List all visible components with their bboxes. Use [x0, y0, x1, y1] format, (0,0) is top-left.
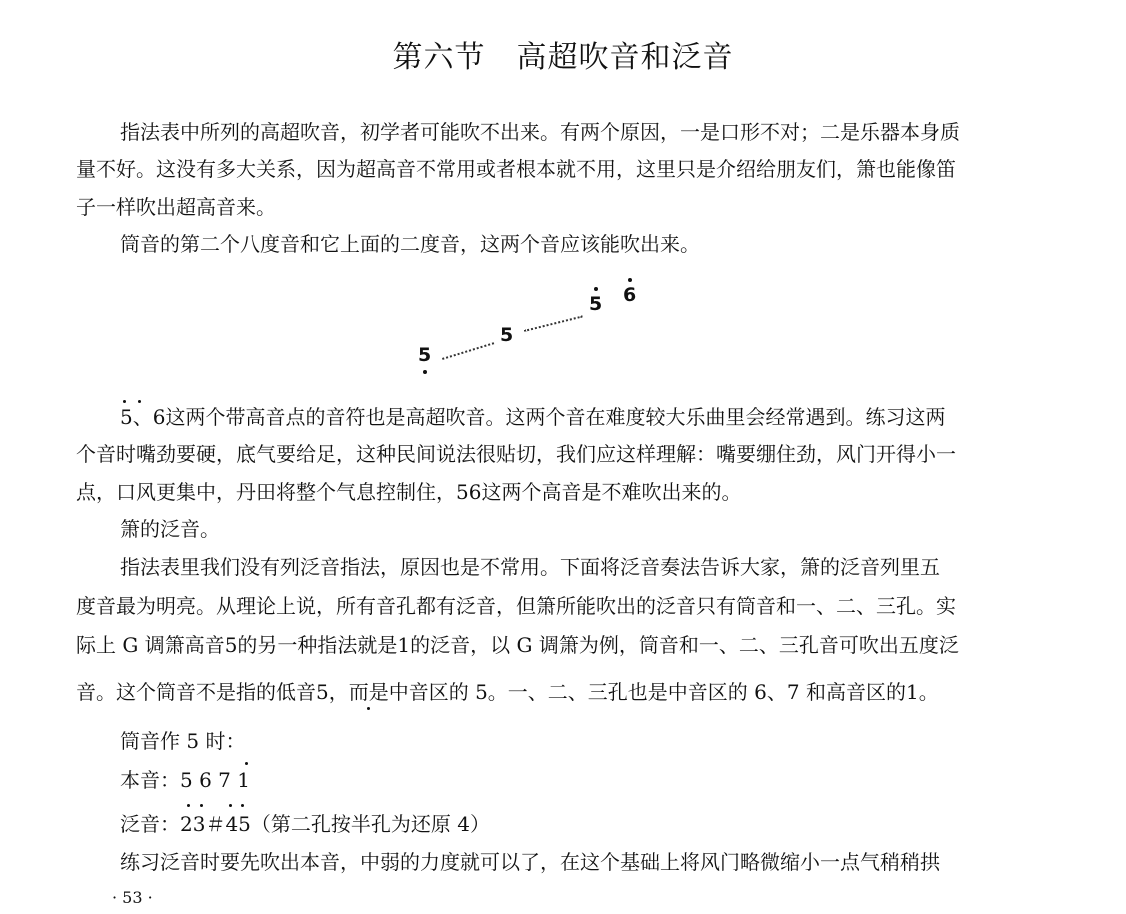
high-dot-mark	[187, 804, 190, 807]
dotted-connector-2	[524, 315, 583, 331]
high-dot-mark	[241, 804, 244, 807]
page-number: · 53 ·	[112, 888, 153, 907]
dotted-connector-1	[442, 342, 494, 360]
para3-line1: 5、6这两个带高音点的音符也是高超吹音。这两个音在难度较大乐曲里会经常遇到。练习这两	[120, 405, 946, 429]
last-line: 练习泛音时要先吹出本音，中弱的力度就可以了，在这个基础上将风门略微缩小一点气稍稍拱	[120, 850, 940, 874]
para3-line3: 点，口风更集中，丹田将整个气息控制住，56这两个高音是不难吹出来的。	[76, 480, 742, 504]
ben-label: 本音：5 6 7 1	[120, 768, 250, 792]
para2-text: 筒音的第二个八度音和它上面的二度音，这两个音应该能吹出来。	[120, 232, 700, 256]
para1-line2: 量不好。这没有多大关系，因为超高音不常用或者根本就不用，这里只是介绍给朋友们，箫也能像笛	[76, 157, 956, 181]
tong-label: 筒音作 5 时：	[120, 729, 246, 753]
para1-line3: 子一样吹出超高音来。	[76, 195, 276, 219]
para1-line1: 指法表中所列的高超吹音，初学者可能吹不出来。有两个原因，一是口形不对；二是乐器本身质	[120, 120, 960, 144]
note-high-6: 6	[623, 284, 637, 306]
section-title: 第六节 高超吹音和泛音	[392, 40, 734, 75]
high-dot-mark	[200, 804, 203, 807]
high-dot-mark	[138, 400, 141, 403]
para4-text: 箫的泛音。	[120, 517, 220, 541]
high-dot-mark	[229, 804, 232, 807]
note-high-5: 5	[589, 293, 603, 315]
low-octave-dot	[423, 370, 427, 374]
low-dot-mark	[367, 707, 370, 710]
high-dot-mark	[123, 400, 126, 403]
high-octave-dot-5	[594, 287, 598, 291]
high-dot-mark	[245, 762, 248, 765]
para5-line2: 度音最为明亮。从理论上说，所有音孔都有泛音，但箫所能吹出的泛音只有筒音和一、二、三孔。实	[76, 594, 956, 618]
para5-line1: 指法表里我们没有列泛音指法，原因也是不常用。下面将泛音奏法告诉大家，箫的泛音列里五	[120, 555, 940, 579]
para5-line4: 音。这个筒音不是指的低音5，而是中音区的 5。一、二、三孔也是中音区的 6、7 和高音区的1。	[76, 680, 939, 704]
note-low-5: 5	[418, 344, 432, 366]
para3-line2: 个音时嘴劲要硬，底气要给足，这种民间说法很贴切，我们应这样理解：嘴要绷住劲，风门开得小一	[76, 442, 956, 466]
para5-line3: 际上 G 调箫高音5的另一种指法就是1的泛音，以 G 调箫为例，筒音和一、二、三孔音可吹出五度泛	[76, 633, 959, 657]
fan-label: 泛音：23＃45（第二孔按半孔为还原 4）	[120, 812, 490, 836]
note-mid-5: 5	[500, 324, 514, 346]
high-octave-dot-6	[628, 278, 632, 282]
